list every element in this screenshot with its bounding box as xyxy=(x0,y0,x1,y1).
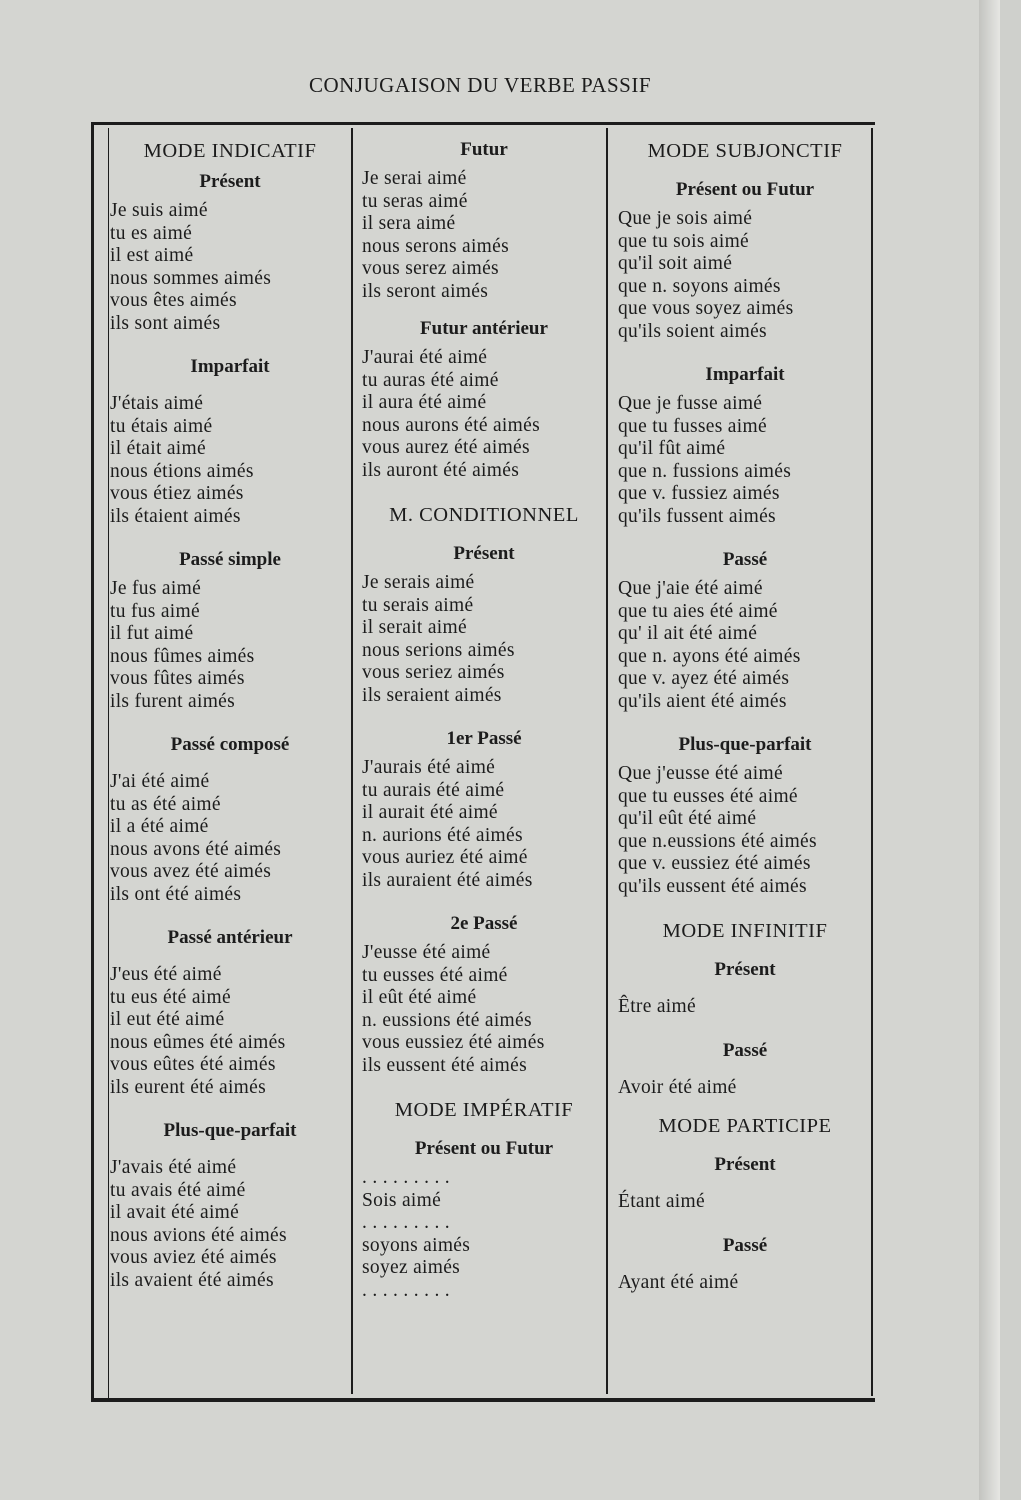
conjugation-form: nous étions aimés xyxy=(110,460,254,482)
conjugation-form: que n. ayons été aimés xyxy=(618,645,801,667)
conjugation-form: qu'ils fussent aimés xyxy=(618,505,776,527)
page-edge xyxy=(979,0,1000,1500)
tense-heading: Plus-que-parfait xyxy=(678,734,812,755)
conjugation-form: J'étais aimé xyxy=(110,393,204,414)
conjugation-form: ils ont été aimés xyxy=(110,883,242,905)
tense-heading: Futur xyxy=(460,139,508,160)
conjugation-form: il aura été aimé xyxy=(362,392,487,413)
tense-heading: Passé composé xyxy=(170,734,290,755)
conjugation-form: ils eussent été aimés xyxy=(362,1054,527,1076)
conjugation-form: tu es aimé xyxy=(110,222,193,244)
conjugation-form: il a été aimé xyxy=(110,816,209,837)
conjugation-form: vous seriez aimés xyxy=(362,662,505,683)
conjugation-list xyxy=(618,1272,872,1295)
conjugation-form: Je suis aimé xyxy=(110,200,208,221)
conjugation-form: tu aurais été aimé xyxy=(362,779,505,801)
conjugation-form: Que je sois aimé xyxy=(618,208,753,229)
conjugation-form: tu serais aimé xyxy=(362,594,474,616)
conjugation-form: Je serai aimé xyxy=(362,168,467,189)
mode-heading: MODE IMPÉRATIF xyxy=(394,1099,574,1121)
conjugation-form: J'eusse été aimé xyxy=(362,942,491,963)
tense-heading: Passé xyxy=(722,549,768,570)
conjugation-form: nous avons été aimés xyxy=(110,838,282,860)
conjugation-form: que n. soyons aimés xyxy=(618,275,781,297)
tense-heading: Passé xyxy=(722,1039,768,1061)
conjugation-list xyxy=(618,1077,872,1100)
mode-heading: MODE PARTICIPE xyxy=(658,1115,832,1137)
conjugation-form: qu'ils soient aimés xyxy=(618,320,767,342)
mode-heading: MODE SUBJONCTIF xyxy=(647,140,843,162)
conjugation-list xyxy=(110,1157,350,1292)
conjugation-form: Que je fusse aimé xyxy=(618,393,763,414)
conjugation-form: ils étaient aimés xyxy=(110,505,241,527)
conjugation-form: tu auras été aimé xyxy=(362,369,499,391)
tense-heading: Passé xyxy=(722,1234,768,1256)
conjugation-form: . . . . . . . . . xyxy=(362,1167,450,1188)
conjugation-list xyxy=(362,757,606,892)
conjugation-list xyxy=(618,763,872,898)
conjugation-form: ils furent aimés xyxy=(110,690,236,712)
conjugation-form: que v. ayez été aimés xyxy=(618,668,790,689)
conjugation-form: que tu sois aimé xyxy=(618,230,749,252)
conjugation-form: Avoir été aimé xyxy=(618,1076,737,1098)
conjugation-form: il aurait été aimé xyxy=(362,802,498,823)
conjugation-form: vous eûtes été aimés xyxy=(110,1054,276,1075)
tense-heading: Passé simple xyxy=(179,549,281,570)
conjugation-form: il eut été aimé xyxy=(110,1009,225,1030)
conjugation-form: ils seraient aimés xyxy=(362,684,502,706)
table-inner-rule xyxy=(108,128,109,1400)
conjugation-form: il eût été aimé xyxy=(362,987,477,1008)
mode-heading: M. CONDITIONNEL xyxy=(389,504,579,526)
conjugation-form: qu'il soit aimé xyxy=(618,253,733,274)
conjugation-form: vous êtes aimés xyxy=(110,290,237,311)
conjugation-form: J'ai été aimé xyxy=(110,771,210,792)
conjugation-form: qu'ils eussent été aimés xyxy=(618,875,807,897)
conjugation-form: tu étais aimé xyxy=(110,415,213,437)
conjugation-form: vous serez aimés xyxy=(362,258,499,279)
tense-heading: Présent xyxy=(453,543,515,564)
conjugation-form: que tu fusses aimé xyxy=(618,415,767,437)
conjugation-form: que n.eussions été aimés xyxy=(618,830,817,852)
conjugation-form: n. aurions été aimés xyxy=(362,824,523,846)
tense-heading: Présent xyxy=(199,171,261,192)
conjugation-form: nous serions aimés xyxy=(362,639,515,661)
conjugation-form: Ayant été aimé xyxy=(618,1271,739,1293)
tense-heading: Présent ou Futur xyxy=(675,179,815,200)
conjugation-form: que tu aies été aimé xyxy=(618,600,778,622)
column-indicatif xyxy=(110,138,350,1292)
conjugation-form: nous sommes aimés xyxy=(110,267,272,289)
conjugation-form: tu avais été aimé xyxy=(110,1179,246,1201)
conjugation-form: que vous soyez aimés xyxy=(618,298,794,319)
conjugation-form: qu'ils aient été aimés xyxy=(618,690,787,712)
conjugation-form: J'aurai été aimé xyxy=(362,347,488,368)
conjugation-form: tu as été aimé xyxy=(110,793,221,815)
conjugation-form: tu seras aimé xyxy=(362,190,468,212)
conjugation-form: nous serons aimés xyxy=(362,235,509,257)
conjugation-list xyxy=(110,200,350,335)
tense-heading: Plus-que-parfait xyxy=(163,1120,297,1141)
conjugation-form: ils seront aimés xyxy=(362,280,489,302)
conjugation-form: il avait été aimé xyxy=(110,1202,240,1223)
column-divider-1 xyxy=(351,128,353,1394)
conjugation-form: soyons aimés xyxy=(362,1234,471,1256)
conjugation-form: qu'il eût été aimé xyxy=(618,808,757,829)
running-head: CONJUGAISON DU VERBE PASSIF xyxy=(309,73,651,97)
conjugation-form: il serait aimé xyxy=(362,617,467,638)
conjugation-form: Être aimé xyxy=(618,996,696,1017)
conjugation-form: tu eusses été aimé xyxy=(362,964,508,986)
mode-heading: MODE INFINITIF xyxy=(662,920,828,942)
conjugation-form: vous eussiez été aimés xyxy=(362,1032,545,1053)
conjugation-form: tu eus été aimé xyxy=(110,986,231,1008)
column-futur-conditionnel-imperatif xyxy=(362,138,606,1302)
conjugation-form: tu fus aimé xyxy=(110,600,200,622)
conjugation-form: nous eûmes été aimés xyxy=(110,1031,286,1053)
conjugation-list xyxy=(362,347,606,482)
conjugation-list xyxy=(362,168,606,303)
tense-heading: Imparfait xyxy=(190,356,270,377)
conjugation-form: nous fûmes aimés xyxy=(110,645,255,667)
conjugation-form: vous fûtes aimés xyxy=(110,668,245,689)
column-divider-2 xyxy=(606,128,608,1394)
conjugation-form: Je fus aimé xyxy=(110,578,202,599)
conjugation-form: que tu eusses été aimé xyxy=(618,785,798,807)
conjugation-form: vous avez été aimés xyxy=(110,861,272,882)
conjugation-form: il est aimé xyxy=(110,245,194,266)
conjugation-form: que v. fussiez aimés xyxy=(618,483,780,504)
conjugation-form: vous aviez été aimés xyxy=(110,1247,277,1268)
conjugation-list xyxy=(362,1167,606,1302)
conjugation-form: vous auriez été aimé xyxy=(362,847,528,868)
tense-heading: Passé antérieur xyxy=(167,927,293,948)
conjugation-form: que n. fussions aimés xyxy=(618,460,792,482)
conjugation-form: ils eurent été aimés xyxy=(110,1076,266,1098)
conjugation-list xyxy=(362,572,606,707)
conjugation-form: . . . . . . . . . xyxy=(362,1212,450,1233)
conjugation-form: il fut aimé xyxy=(110,623,194,644)
conjugation-form: qu'il fût aimé xyxy=(618,438,726,459)
tense-heading: Futur antérieur xyxy=(420,318,548,339)
conjugation-list xyxy=(618,996,872,1019)
conjugation-form: J'avais été aimé xyxy=(110,1157,237,1178)
conjugation-form: Que j'eusse été aimé xyxy=(618,763,783,784)
conjugation-form: Que j'aie été aimé xyxy=(618,578,763,599)
conjugation-form: vous étiez aimés xyxy=(110,483,244,504)
conjugation-form: ils avaient été aimés xyxy=(110,1269,274,1291)
conjugation-list xyxy=(618,393,872,528)
conjugation-form: nous avions été aimés xyxy=(110,1224,287,1246)
tense-heading: Imparfait xyxy=(705,364,785,385)
mode-heading: MODE INDICATIF xyxy=(143,140,317,162)
conjugation-list xyxy=(362,942,606,1077)
conjugation-form: que v. eussiez été aimés xyxy=(618,853,811,874)
conjugation-form: ils sont aimés xyxy=(110,312,221,334)
conjugation-form: ils auraient été aimés xyxy=(362,869,533,891)
conjugation-list xyxy=(618,578,872,713)
tense-heading: 2e Passé xyxy=(450,913,518,934)
conjugation-form: Je serais aimé xyxy=(362,572,475,593)
conjugation-list xyxy=(618,208,872,343)
conjugation-form: soyez aimés xyxy=(362,1257,461,1278)
conjugation-list xyxy=(110,964,350,1099)
conjugation-form: qu' il ait été aimé xyxy=(618,623,758,644)
conjugation-form: Sois aimé xyxy=(362,1189,442,1211)
conjugation-form: vous aurez été aimés xyxy=(362,437,530,458)
tense-heading: 1er Passé xyxy=(446,728,522,749)
conjugation-form: Étant aimé xyxy=(618,1191,705,1212)
column-subjonctif-infinitif-participe xyxy=(618,138,872,1294)
tense-heading: Présent ou Futur xyxy=(414,1138,554,1159)
conjugation-list xyxy=(110,393,350,528)
tense-heading: Présent xyxy=(714,1154,776,1175)
conjugation-form: il sera aimé xyxy=(362,213,456,234)
conjugation-form: . . . . . . . . . xyxy=(362,1279,450,1301)
conjugation-form: J'eus été aimé xyxy=(110,964,222,985)
conjugation-list xyxy=(110,578,350,713)
conjugation-form: n. eussions été aimés xyxy=(362,1009,532,1031)
conjugation-form: nous aurons été aimés xyxy=(362,414,540,436)
conjugation-list xyxy=(618,1191,872,1214)
conjugation-form: il était aimé xyxy=(110,438,206,459)
tense-heading: Présent xyxy=(714,959,776,980)
conjugation-form: ils auront été aimés xyxy=(362,459,520,481)
conjugation-form: J'aurais été aimé xyxy=(362,757,496,778)
conjugation-list xyxy=(110,771,350,906)
